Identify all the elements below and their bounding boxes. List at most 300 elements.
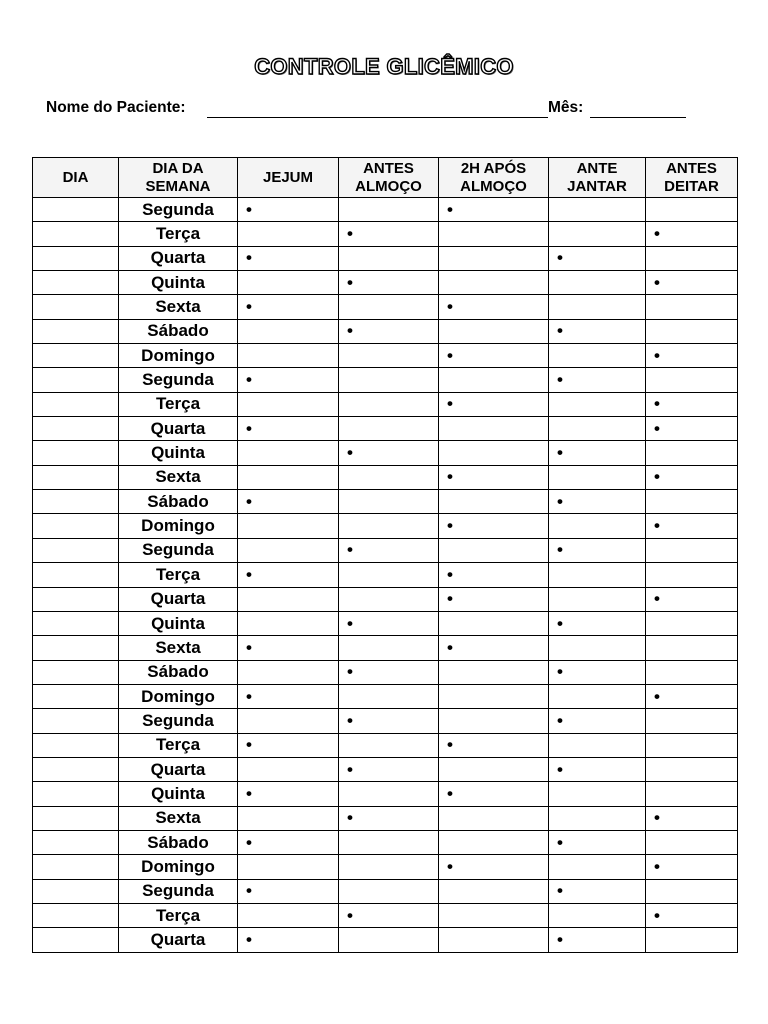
bullet-marker: •	[447, 735, 453, 755]
reading-cell[interactable]	[549, 538, 646, 562]
day-cell[interactable]	[33, 782, 119, 806]
bullet-marker: •	[246, 370, 252, 390]
day-cell[interactable]	[33, 733, 119, 757]
bullet-marker: •	[246, 418, 252, 438]
reading-cell[interactable]	[339, 855, 439, 879]
reading-cell[interactable]	[549, 903, 646, 927]
table-row	[33, 757, 738, 781]
table-row	[33, 782, 738, 806]
reading-cell[interactable]	[646, 538, 738, 562]
reading-cell[interactable]	[549, 855, 646, 879]
bullet-marker: •	[347, 759, 353, 779]
table-row	[33, 903, 738, 927]
day-cell[interactable]	[33, 514, 119, 538]
weekday-cell: Quinta	[119, 271, 238, 295]
reading-cell[interactable]	[646, 271, 738, 295]
weekday-cell: Terça	[119, 563, 238, 587]
reading-cell[interactable]	[439, 222, 549, 246]
day-cell[interactable]	[33, 295, 119, 319]
bullet-marker: •	[557, 321, 563, 341]
reading-cell[interactable]	[238, 879, 339, 903]
bullet-marker: •	[246, 297, 252, 317]
bullet-marker: •	[246, 248, 252, 268]
weekday-cell: Quarta	[119, 417, 238, 441]
reading-cell[interactable]	[339, 392, 439, 416]
weekday-cell: Terça	[119, 903, 238, 927]
table-row	[33, 514, 738, 538]
day-cell[interactable]	[33, 684, 119, 708]
reading-cell[interactable]	[646, 903, 738, 927]
weekday-cell: Domingo	[119, 344, 238, 368]
reading-cell[interactable]	[238, 636, 339, 660]
reading-cell[interactable]	[549, 928, 646, 952]
reading-cell[interactable]	[549, 830, 646, 854]
weekday-cell: Segunda	[119, 538, 238, 562]
reading-cell[interactable]	[339, 879, 439, 903]
patient-header	[46, 99, 696, 121]
reading-cell[interactable]	[439, 587, 549, 611]
reading-cell[interactable]	[646, 295, 738, 319]
reading-cell[interactable]	[238, 611, 339, 635]
reading-cell[interactable]	[646, 514, 738, 538]
reading-cell[interactable]	[339, 222, 439, 246]
reading-cell[interactable]	[439, 441, 549, 465]
reading-cell[interactable]	[646, 392, 738, 416]
table-row	[33, 928, 738, 952]
reading-cell[interactable]	[238, 782, 339, 806]
column-header-text: JEJUM	[262, 168, 314, 186]
reading-cell[interactable]	[646, 441, 738, 465]
day-cell[interactable]	[33, 417, 119, 441]
bullet-marker: •	[347, 613, 353, 633]
table-row	[33, 563, 738, 587]
reading-cell[interactable]	[549, 563, 646, 587]
reading-cell[interactable]	[339, 611, 439, 635]
column-header-text: 2H APÓS	[460, 159, 527, 177]
table-row	[33, 709, 738, 733]
reading-cell[interactable]	[439, 392, 549, 416]
reading-cell[interactable]	[549, 222, 646, 246]
bullet-marker: •	[347, 224, 353, 244]
bullet-marker: •	[246, 686, 252, 706]
column-header	[439, 158, 549, 198]
bullet-marker: •	[347, 540, 353, 560]
table-row	[33, 611, 738, 635]
month-label: Mês:	[548, 99, 584, 116]
reading-cell[interactable]	[646, 782, 738, 806]
reading-cell[interactable]	[549, 392, 646, 416]
reading-cell[interactable]	[549, 514, 646, 538]
reading-cell[interactable]	[238, 538, 339, 562]
reading-cell[interactable]	[549, 684, 646, 708]
column-header-text: DIA DA	[152, 159, 204, 177]
reading-cell[interactable]	[238, 198, 339, 222]
reading-cell[interactable]	[339, 441, 439, 465]
table-row	[33, 587, 738, 611]
reading-cell[interactable]	[339, 684, 439, 708]
page-title: CONTROLE GLICÊMICO	[254, 54, 514, 79]
bullet-marker: •	[246, 783, 252, 803]
weekday-cell: Segunda	[119, 709, 238, 733]
table-row	[33, 490, 738, 514]
reading-cell[interactable]	[339, 757, 439, 781]
bullet-marker: •	[246, 491, 252, 511]
reading-cell[interactable]	[339, 903, 439, 927]
reading-cell[interactable]	[646, 806, 738, 830]
weekday-cell: Sábado	[119, 830, 238, 854]
reading-cell[interactable]	[549, 295, 646, 319]
column-header-text: DIA	[62, 168, 89, 186]
column-header-text: ALMOÇO	[355, 177, 422, 195]
day-cell[interactable]	[33, 636, 119, 660]
day-cell[interactable]	[33, 465, 119, 489]
reading-cell[interactable]	[339, 319, 439, 343]
reading-cell[interactable]	[439, 271, 549, 295]
reading-cell[interactable]	[549, 611, 646, 635]
column-header-text: ANTE	[576, 159, 618, 177]
day-cell[interactable]	[33, 830, 119, 854]
reading-cell[interactable]	[646, 928, 738, 952]
reading-cell[interactable]	[549, 782, 646, 806]
table-row	[33, 246, 738, 270]
day-cell[interactable]	[33, 344, 119, 368]
bullet-marker: •	[447, 564, 453, 584]
reading-cell[interactable]	[238, 222, 339, 246]
reading-cell[interactable]	[439, 903, 549, 927]
reading-cell[interactable]	[549, 879, 646, 903]
bullet-marker: •	[347, 272, 353, 292]
column-header	[33, 158, 119, 198]
day-cell[interactable]	[33, 392, 119, 416]
reading-cell[interactable]	[238, 417, 339, 441]
bullet-marker: •	[447, 516, 453, 536]
reading-cell[interactable]	[238, 855, 339, 879]
reading-cell[interactable]	[439, 368, 549, 392]
reading-cell[interactable]	[339, 344, 439, 368]
reading-cell[interactable]	[238, 563, 339, 587]
reading-cell[interactable]	[646, 879, 738, 903]
reading-cell[interactable]	[439, 465, 549, 489]
day-cell[interactable]	[33, 490, 119, 514]
bullet-marker: •	[557, 370, 563, 390]
column-header	[646, 158, 738, 198]
reading-cell[interactable]	[646, 246, 738, 270]
reading-cell[interactable]	[549, 441, 646, 465]
reading-cell[interactable]	[646, 660, 738, 684]
reading-cell[interactable]	[549, 636, 646, 660]
table-row	[33, 879, 738, 903]
day-cell[interactable]	[33, 246, 119, 270]
reading-cell[interactable]	[238, 465, 339, 489]
reading-cell[interactable]	[238, 319, 339, 343]
reading-cell[interactable]	[238, 709, 339, 733]
reading-cell[interactable]	[549, 465, 646, 489]
reading-cell[interactable]	[339, 198, 439, 222]
table-row	[33, 441, 738, 465]
bullet-marker: •	[557, 832, 563, 852]
patient-name-field[interactable]	[207, 117, 548, 118]
weekday-cell: Quarta	[119, 757, 238, 781]
reading-cell[interactable]	[238, 246, 339, 270]
day-cell[interactable]	[33, 903, 119, 927]
weekday-cell: Terça	[119, 392, 238, 416]
column-header-text: SEMANA	[145, 177, 211, 195]
reading-cell[interactable]	[238, 928, 339, 952]
bullet-marker: •	[447, 783, 453, 803]
reading-cell[interactable]	[238, 587, 339, 611]
reading-cell[interactable]	[646, 855, 738, 879]
reading-cell[interactable]	[339, 563, 439, 587]
day-cell[interactable]	[33, 855, 119, 879]
bullet-marker: •	[447, 856, 453, 876]
day-cell[interactable]	[33, 611, 119, 635]
table-row	[33, 271, 738, 295]
reading-cell[interactable]	[646, 587, 738, 611]
reading-cell[interactable]	[439, 733, 549, 757]
reading-cell[interactable]	[549, 319, 646, 343]
bullet-marker: •	[654, 272, 660, 292]
table-row	[33, 806, 738, 830]
reading-cell[interactable]	[646, 684, 738, 708]
table-row	[33, 319, 738, 343]
reading-cell[interactable]	[339, 368, 439, 392]
reading-cell[interactable]	[238, 830, 339, 854]
weekday-cell: Segunda	[119, 198, 238, 222]
reading-cell[interactable]	[439, 344, 549, 368]
reading-cell[interactable]	[339, 782, 439, 806]
reading-cell[interactable]	[339, 733, 439, 757]
weekday-cell: Sexta	[119, 636, 238, 660]
bullet-marker: •	[654, 856, 660, 876]
day-cell[interactable]	[33, 368, 119, 392]
reading-cell[interactable]	[646, 709, 738, 733]
reading-cell[interactable]	[549, 490, 646, 514]
reading-cell[interactable]	[549, 806, 646, 830]
reading-cell[interactable]	[339, 709, 439, 733]
reading-cell[interactable]	[549, 198, 646, 222]
reading-cell[interactable]	[339, 538, 439, 562]
bullet-marker: •	[447, 394, 453, 414]
column-header-text: JANTAR	[567, 177, 627, 195]
reading-cell[interactable]	[549, 368, 646, 392]
reading-cell[interactable]	[439, 806, 549, 830]
reading-cell[interactable]	[238, 368, 339, 392]
reading-cell[interactable]	[238, 295, 339, 319]
reading-cell[interactable]	[646, 465, 738, 489]
bullet-marker: •	[557, 710, 563, 730]
reading-cell[interactable]	[439, 757, 549, 781]
reading-cell[interactable]	[339, 514, 439, 538]
reading-cell[interactable]	[238, 344, 339, 368]
bullet-marker: •	[246, 881, 252, 901]
weekday-cell: Sábado	[119, 660, 238, 684]
reading-cell[interactable]	[439, 709, 549, 733]
reading-cell[interactable]	[439, 782, 549, 806]
weekday-cell: Quinta	[119, 441, 238, 465]
reading-cell[interactable]	[439, 514, 549, 538]
weekday-cell: Sexta	[119, 806, 238, 830]
bullet-marker: •	[447, 467, 453, 487]
table-row	[33, 198, 738, 222]
bullet-marker: •	[557, 881, 563, 901]
table-header-row	[33, 158, 738, 198]
reading-cell[interactable]	[238, 441, 339, 465]
day-cell[interactable]	[33, 928, 119, 952]
reading-cell[interactable]	[439, 611, 549, 635]
bullet-marker: •	[347, 662, 353, 682]
bullet-marker: •	[246, 564, 252, 584]
reading-cell[interactable]	[549, 733, 646, 757]
reading-cell[interactable]	[439, 417, 549, 441]
reading-cell[interactable]	[439, 198, 549, 222]
day-cell[interactable]	[33, 709, 119, 733]
reading-cell[interactable]	[646, 757, 738, 781]
reading-cell[interactable]	[439, 563, 549, 587]
reading-cell[interactable]	[549, 271, 646, 295]
bullet-marker: •	[654, 589, 660, 609]
reading-cell[interactable]	[646, 198, 738, 222]
reading-cell[interactable]	[646, 611, 738, 635]
reading-cell[interactable]	[339, 806, 439, 830]
reading-cell[interactable]	[646, 344, 738, 368]
reading-cell[interactable]	[646, 563, 738, 587]
reading-cell[interactable]	[439, 830, 549, 854]
reading-cell[interactable]	[439, 246, 549, 270]
day-cell[interactable]	[33, 806, 119, 830]
table-row	[33, 417, 738, 441]
day-cell[interactable]	[33, 222, 119, 246]
column-header-text: ANTES	[666, 159, 717, 177]
weekday-cell: Sábado	[119, 490, 238, 514]
bullet-marker: •	[347, 808, 353, 828]
day-cell[interactable]	[33, 757, 119, 781]
reading-cell[interactable]	[549, 344, 646, 368]
reading-cell[interactable]	[646, 490, 738, 514]
reading-cell[interactable]	[238, 660, 339, 684]
bullet-marker: •	[347, 710, 353, 730]
reading-cell[interactable]	[339, 587, 439, 611]
reading-cell[interactable]	[339, 417, 439, 441]
bullet-marker: •	[557, 662, 563, 682]
reading-cell[interactable]	[238, 733, 339, 757]
reading-cell[interactable]	[439, 538, 549, 562]
reading-cell[interactable]	[439, 928, 549, 952]
reading-cell[interactable]	[439, 295, 549, 319]
reading-cell[interactable]	[646, 733, 738, 757]
reading-cell[interactable]	[238, 903, 339, 927]
reading-cell[interactable]	[646, 417, 738, 441]
day-cell[interactable]	[33, 660, 119, 684]
weekday-cell: Domingo	[119, 514, 238, 538]
table-row	[33, 636, 738, 660]
day-cell[interactable]	[33, 198, 119, 222]
reading-cell[interactable]	[646, 319, 738, 343]
table-body	[33, 198, 738, 953]
reading-cell[interactable]	[439, 660, 549, 684]
day-cell[interactable]	[33, 441, 119, 465]
table-row	[33, 684, 738, 708]
bullet-marker: •	[654, 808, 660, 828]
weekday-cell: Quarta	[119, 587, 238, 611]
bullet-marker: •	[447, 637, 453, 657]
reading-cell[interactable]	[439, 879, 549, 903]
reading-cell[interactable]	[238, 514, 339, 538]
reading-cell[interactable]	[339, 271, 439, 295]
day-cell[interactable]	[33, 879, 119, 903]
reading-cell[interactable]	[439, 490, 549, 514]
reading-cell[interactable]	[339, 928, 439, 952]
bullet-marker: •	[347, 905, 353, 925]
day-cell[interactable]	[33, 538, 119, 562]
patient-name-label: Nome do Paciente:	[46, 99, 186, 116]
weekday-cell: Segunda	[119, 879, 238, 903]
bullet-marker: •	[246, 199, 252, 219]
month-field[interactable]	[590, 117, 686, 118]
reading-cell[interactable]	[339, 246, 439, 270]
reading-cell[interactable]	[646, 636, 738, 660]
day-cell[interactable]	[33, 587, 119, 611]
reading-cell[interactable]	[646, 368, 738, 392]
reading-cell[interactable]	[439, 319, 549, 343]
reading-cell[interactable]	[238, 271, 339, 295]
day-cell[interactable]	[33, 271, 119, 295]
reading-cell[interactable]	[339, 295, 439, 319]
bullet-marker: •	[447, 199, 453, 219]
reading-cell[interactable]	[339, 636, 439, 660]
weekday-cell: Segunda	[119, 368, 238, 392]
reading-cell[interactable]	[549, 709, 646, 733]
bullet-marker: •	[654, 345, 660, 365]
reading-cell[interactable]	[549, 757, 646, 781]
reading-cell[interactable]	[238, 490, 339, 514]
reading-cell[interactable]	[439, 684, 549, 708]
reading-cell[interactable]	[549, 587, 646, 611]
reading-cell[interactable]	[238, 806, 339, 830]
column-header-text: DEITAR	[664, 177, 719, 195]
reading-cell[interactable]	[439, 855, 549, 879]
bullet-marker: •	[557, 491, 563, 511]
reading-cell[interactable]	[339, 465, 439, 489]
bullet-marker: •	[654, 418, 660, 438]
day-cell[interactable]	[33, 563, 119, 587]
reading-cell[interactable]	[339, 490, 439, 514]
glucose-table	[32, 157, 738, 953]
reading-cell[interactable]	[549, 417, 646, 441]
bullet-marker: •	[654, 467, 660, 487]
reading-cell[interactable]	[339, 660, 439, 684]
column-header	[549, 158, 646, 198]
bullet-marker: •	[246, 929, 252, 949]
bullet-marker: •	[447, 589, 453, 609]
bullet-marker: •	[557, 540, 563, 560]
weekday-cell: Terça	[119, 222, 238, 246]
reading-cell[interactable]	[238, 757, 339, 781]
weekday-cell: Sexta	[119, 465, 238, 489]
column-header	[119, 158, 238, 198]
reading-cell[interactable]	[238, 684, 339, 708]
reading-cell[interactable]	[238, 392, 339, 416]
table-row	[33, 344, 738, 368]
reading-cell[interactable]	[339, 830, 439, 854]
day-cell[interactable]	[33, 319, 119, 343]
reading-cell[interactable]	[646, 830, 738, 854]
weekday-cell: Sexta	[119, 295, 238, 319]
reading-cell[interactable]	[549, 246, 646, 270]
bullet-marker: •	[654, 905, 660, 925]
reading-cell[interactable]	[646, 222, 738, 246]
reading-cell[interactable]	[549, 660, 646, 684]
reading-cell[interactable]	[439, 636, 549, 660]
